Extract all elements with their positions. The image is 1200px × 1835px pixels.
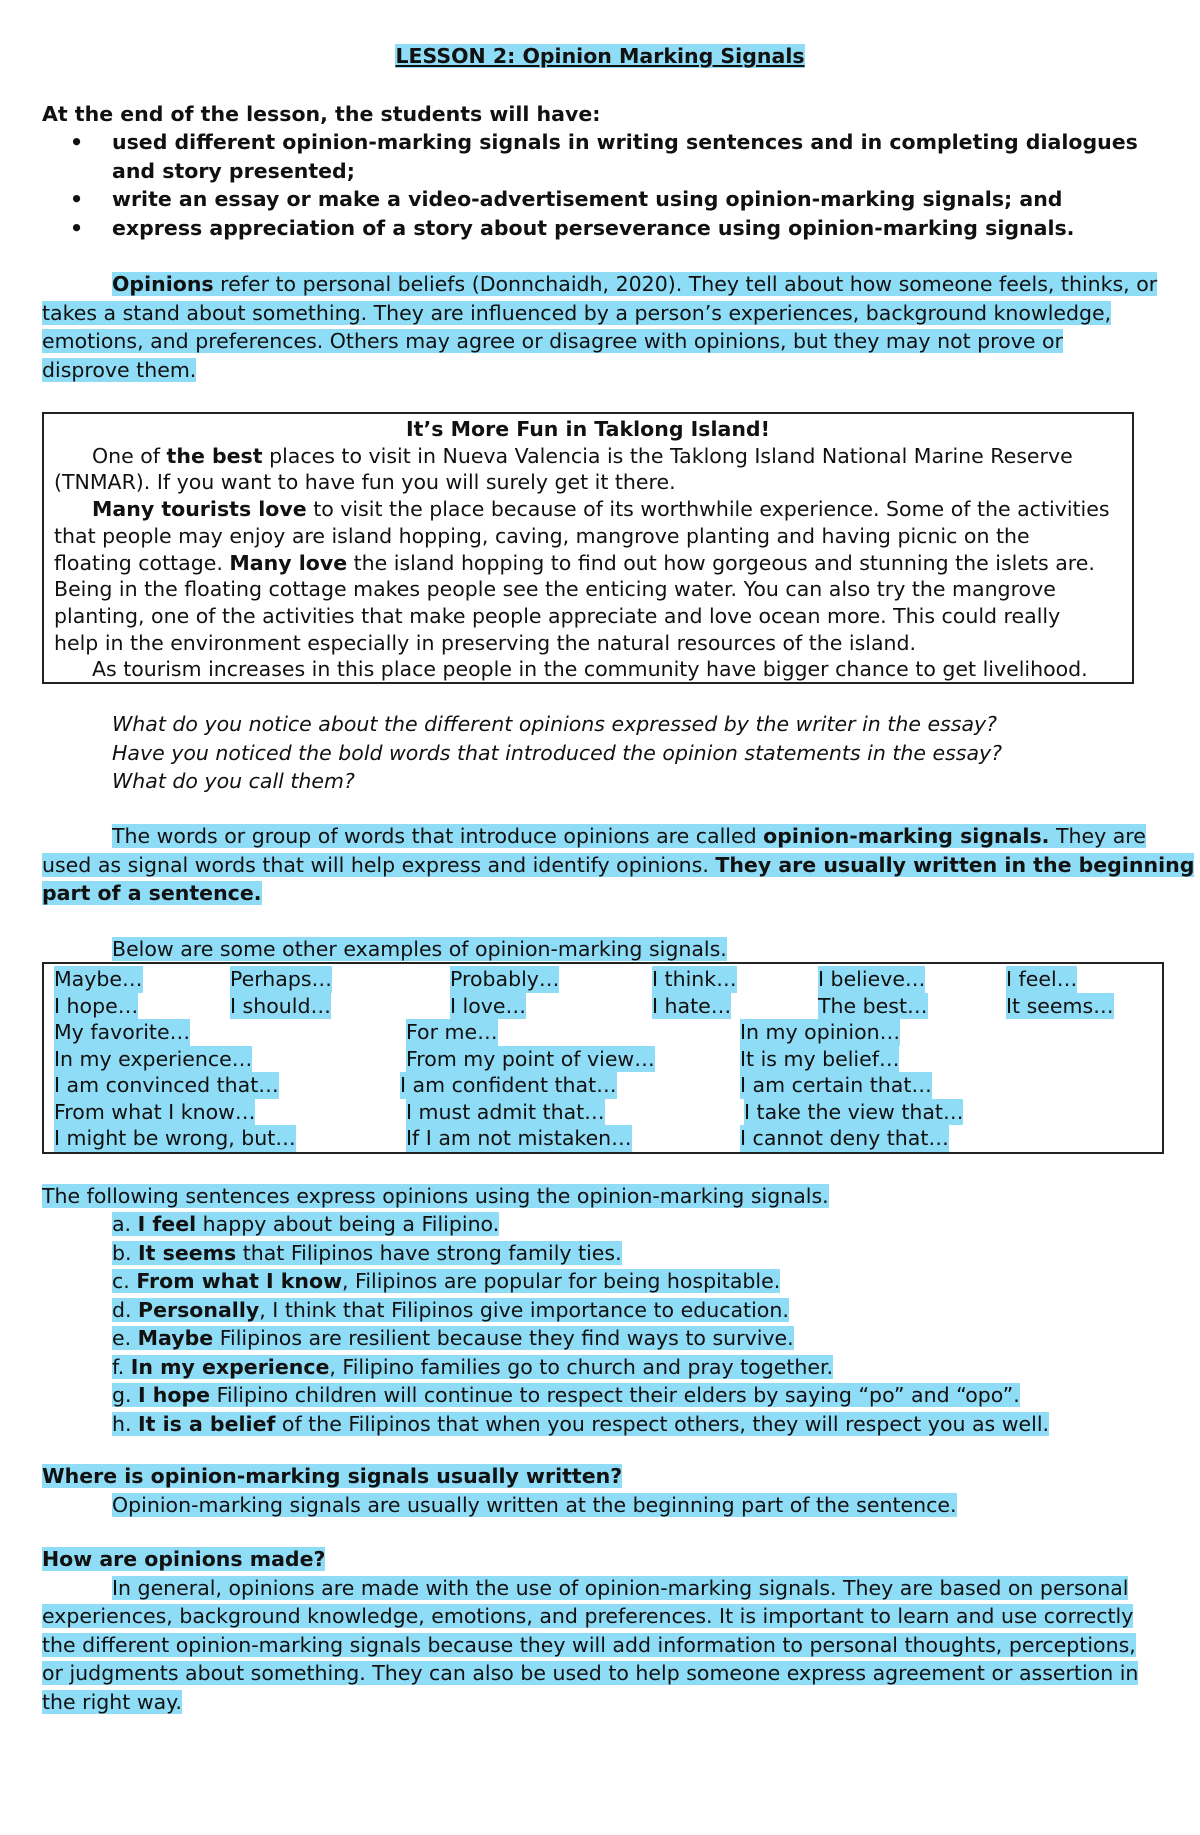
signal-item: I take the view that… <box>744 1099 964 1124</box>
reflection-questions: What do you notice about the different opinions expressed by the writer in the essay? Have you noticed the bold words that introduced the opinion statements in the essay? What do you call them? <box>112 712 1003 793</box>
signals-row <box>54 1019 1154 1046</box>
definition-paragraph: The words or group of words that introduce opinions are called opinion-marking signals. They are used as signal words that will help express and identify opinions. They are usually written in the beginning part of a sentence. <box>42 824 1195 905</box>
signal-item: I hope… <box>54 993 139 1018</box>
signal-item: For me… <box>406 1020 498 1044</box>
examples-intro: Below are some other examples of opinion-marking signals. <box>112 937 727 961</box>
example-sentence: e. Maybe Filipinos are resilient because they find ways to survive. <box>112 1326 794 1350</box>
signal-item: I should… <box>230 993 331 1018</box>
signal-item: It seems… <box>1006 993 1114 1018</box>
signal-item: From my point of view… <box>406 1046 655 1071</box>
objectives-heading: At the end of the lesson, the students will have: <box>42 102 601 126</box>
signal-item: I think… <box>652 967 737 991</box>
signals-row <box>54 966 1154 993</box>
signals-row <box>54 1046 1154 1073</box>
signal-item: If I am not mistaken… <box>406 1126 632 1150</box>
signals-table <box>42 962 1164 1154</box>
signal-item: Probably… <box>450 967 560 991</box>
example-sentence: h. It is a belief of the Filipinos that when you respect others, they will respect you as well. <box>112 1411 1050 1436</box>
objective-item: • express appreciation of a story about perseverance using opinion-marking signals. <box>42 214 1162 243</box>
opinions-paragraph: Opinions refer to personal beliefs (Donnchaidh, 2020). They tell about how someone feels, thinks, or takes a stand about something. They are influenced by a person’s experiences, background knowledge, emotions, and preferences. Others may agree or disagree with opinions, but they may not prove or disprove them. <box>42 272 1158 382</box>
signal-item: In my opinion… <box>740 1020 901 1044</box>
signal-item: From what I know… <box>54 1099 256 1124</box>
signal-item: Maybe… <box>54 967 143 991</box>
signals-row <box>54 1099 1154 1126</box>
signals-row <box>54 993 1154 1020</box>
signal-item: I might be wrong, but… <box>54 1126 296 1150</box>
signal-item: I must admit that… <box>406 1099 605 1124</box>
lesson-title: LESSON 2: Opinion Marking Signals <box>395 44 805 68</box>
story-title: It’s More Fun in Taklong Island! <box>406 417 770 441</box>
signals-row <box>54 1125 1154 1152</box>
example-sentences <box>112 1210 1049 1438</box>
question-answer: Opinion-marking signals are usually written at the beginning part of the sentence. <box>112 1492 957 1517</box>
opinions-term: Opinions <box>112 272 214 296</box>
example-sentence: c. From what I know, Filipinos are popular for being hospitable. <box>112 1269 781 1293</box>
example-sentence: d. Personally, I think that Filipinos give importance to education. <box>112 1297 789 1322</box>
signal-item: I am confident that… <box>400 1073 617 1097</box>
example-sentence: f. In my experience, Filipino families go to church and pray together. <box>112 1354 834 1379</box>
question-heading: How are opinions made? <box>42 1547 326 1571</box>
signals-row <box>54 1072 1154 1099</box>
signal-item: I love… <box>450 993 527 1018</box>
signal-item: I believe… <box>818 967 926 991</box>
signal-item: In my experience… <box>54 1046 253 1071</box>
sentences-intro: The following sentences express opinions using the opinion-marking signals. <box>42 1184 829 1208</box>
signal-item: I hate… <box>652 993 732 1018</box>
objectives-list <box>42 128 1162 242</box>
signal-item: It is my belief… <box>740 1046 900 1071</box>
signal-item: I am convinced that… <box>54 1073 279 1097</box>
question-how: How are opinions made? In general, opinions are made with the use of opinion-marking signals. They are based on personal experiences, background knowledge, emotions, and preferences. It is important to learn and use correctly the different opinion-marking signals because they will add information to personal thoughts, perceptions, or judgments about something. They can also be used to help someone express agreement or assertion in the right way. <box>42 1547 1139 1714</box>
signal-item: I am certain that… <box>740 1073 932 1097</box>
example-sentence: a. I feel happy about being a Filipino. <box>112 1212 500 1236</box>
question-heading: Where is opinion-marking signals usually written? <box>42 1464 623 1488</box>
signal-item: I feel… <box>1006 967 1078 991</box>
objective-item: • write an essay or make a video-advertisement using opinion-marking signals; and <box>42 185 1162 214</box>
signal-item: My favorite… <box>54 1020 191 1044</box>
example-sentence: g. I hope Filipino children will continue to respect their elders by saying “po” and “opo”. <box>112 1383 1020 1407</box>
objective-item: • used different opinion-marking signals in writing sentences and in completing dialogues and story presented; <box>42 128 1162 185</box>
signal-item: Perhaps… <box>230 967 333 991</box>
signal-item: I cannot deny that… <box>740 1126 949 1150</box>
question-where <box>42 1462 1162 1519</box>
signal-item: The best… <box>818 993 928 1018</box>
story-box: It’s More Fun in Taklong Island! One of the best places to visit in Nueva Valencia is the Taklong Island National Marine Reserve (TNMAR). If you want to have fun you will surely get it there. Many tourists love to visit the place because of its worthwhile experience. Some of the activities that people may enjoy are island hopping, caving, mangrove planting and having picnic on the floating cottage. Many love the island hopping to find out how gorgeous and stunning the islets are. Being in the floating cottage makes people see the enticing water. You can also try the mangrove planting, one of the activities that make people appreciate and love ocean more. This could really help in the environment especially in preserving the natural resources of the island. As tourism increases in this place people in the community have bigger chance to get livelihood. <box>42 412 1134 684</box>
example-sentence: b. It seems that Filipinos have strong family ties. <box>112 1240 622 1265</box>
